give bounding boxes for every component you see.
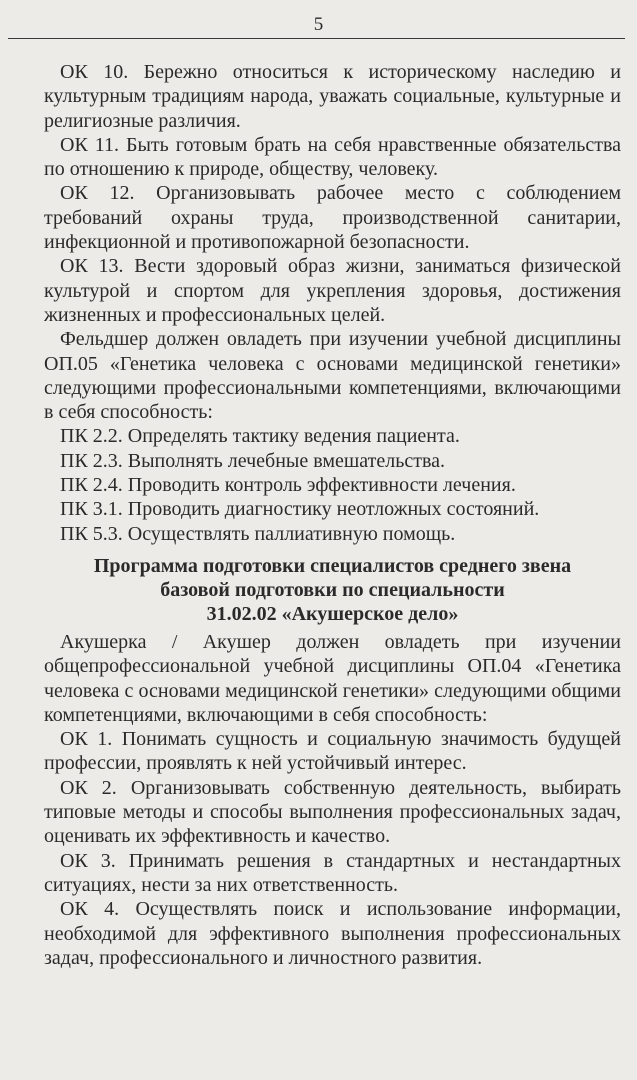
pk-2-4-item: ПК 2.4. Проводить контроль эффективности лечения. <box>60 474 516 497</box>
ok-12-paragraph: ОК 12. Организовывать рабочее место с соблюдением требований охраны труда, производственной санитарии, инфекционной и противопожарной безопасности. <box>44 182 621 254</box>
pk-3-1-item: ПК 3.1. Проводить диагностику неотложных состояний. <box>60 498 540 521</box>
section-heading <box>44 548 621 630</box>
ok-11-paragraph: ОК 11. Быть готовым брать на себя нравственные обязательства по отношению к природе, обществу, человеку. <box>44 133 621 181</box>
feldsher-intro-paragraph: Фельдшер должен овладеть при изучении учебной дисциплины ОП.05 «Генетика человека с основами медицинской генетики» следующими профессиональными компетенциями, включающими в себя способность: <box>44 328 621 424</box>
pk-5-3-item: ПК 5.3. Осуществлять паллиативную помощь. <box>60 522 456 545</box>
ok-1-paragraph: ОК 1. Понимать сущность и социальную значимость будущей профессии, проявлять к ней устойчивый интерес. <box>44 728 621 775</box>
pk-2-3-item: ПК 2.3. Выполнять лечебные вмешательства. <box>60 449 446 472</box>
section-heading-line-3: 31.02.02 «Акушерское дело» <box>206 602 459 625</box>
ok-2-paragraph: ОК 2. Организовывать собственную деятельность, выбирать типовые методы и способы выполнения профессиональных задач, оценивать их эффективность и качество. <box>44 776 621 848</box>
ok-10-paragraph: ОК 10. Бережно относиться к историческому наследию и культурным традициям народа, уважать социальные, культурные и религиозные различия. <box>44 61 621 132</box>
header-rule <box>8 38 625 39</box>
section-heading-line-1: Программа подготовки специалистов среднего звена <box>93 554 572 577</box>
akusherka-intro-paragraph: Акушерка / Акушер должен овладеть при изучении общепрофессиональной учебной дисциплины ОП.04 «Генетика человека с основами медицинской генетики» следующими общими компетенциями, включающими в себя способность: <box>44 630 621 726</box>
ok-4-paragraph: ОК 4. Осуществлять поиск и использование информации, необходимой для эффективного выполнения профессиональных задач, профессионального и личностного развития. <box>44 898 621 969</box>
section-heading-line-2: базовой подготовки по специальности <box>160 578 505 601</box>
pk-2-2-item: ПК 2.2. Определять тактику ведения пациента. <box>60 425 460 448</box>
ok-3-paragraph: ОК 3. Принимать решения в стандартных и нестандартных ситуациях, нести за них ответственность. <box>44 849 621 896</box>
page-content <box>44 60 621 970</box>
page-number: 5 <box>313 14 324 35</box>
ok-13-paragraph: ОК 13. Вести здоровый образ жизни, заниматься физической культурой и спортом для укрепления здоровья, достижения жизненных и профессиональных целей. <box>44 255 621 326</box>
